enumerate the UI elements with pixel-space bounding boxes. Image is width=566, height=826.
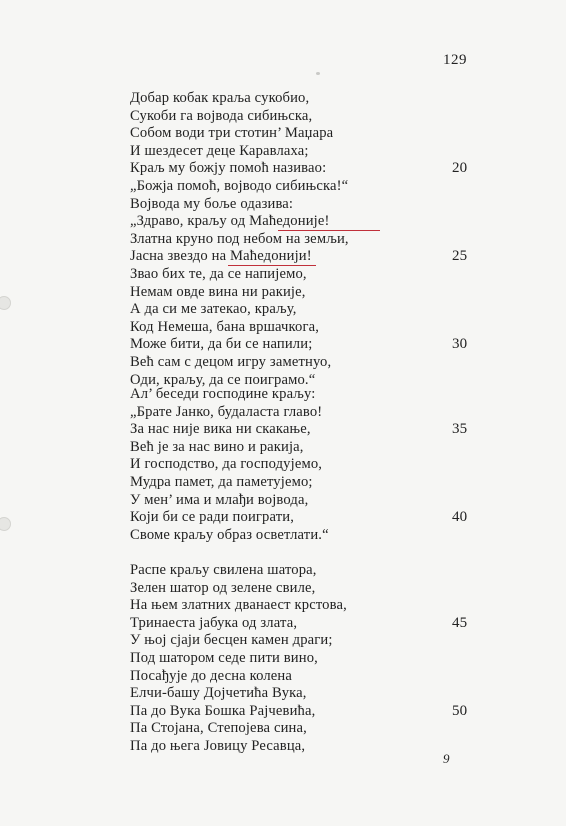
verse-line: [130, 301, 470, 319]
verse-text: Златна круно под небом на земљи,: [130, 230, 349, 247]
verse-text: За нас није вика ни скакање,: [130, 421, 311, 438]
verse-line: [130, 248, 470, 266]
verse-line: [130, 319, 470, 337]
verse-text: Може бити, да би се напили;: [130, 336, 313, 353]
verse-text: Посађује до десна колена: [130, 667, 293, 684]
verse-line: [130, 720, 470, 738]
verse-line: [130, 474, 470, 492]
verse-text: У њој сјаји бесцен камен драги;: [130, 632, 333, 649]
verse-text: И шездесет деце Каравлаха;: [130, 142, 309, 159]
verse-text: Војвода му боље одазива:: [130, 195, 294, 212]
verse-text: У мен’ има и млађи војвода,: [130, 491, 309, 508]
verse-text: Већ је за нас вино и ракија,: [130, 438, 304, 455]
verse-line: [130, 492, 470, 510]
verse-text: Краљ му божју помоћ називао:: [130, 160, 327, 177]
verse-text: „Здраво, краљу од Маћедоније!: [130, 213, 330, 230]
verse-text: Па до њега Јовицу Ресавца,: [130, 737, 306, 754]
verse-line: [130, 685, 470, 703]
verse-text: Собом води три стотин’ Маџара: [130, 125, 334, 142]
verse-line: [130, 668, 470, 686]
verse-text: Код Немеша, бана вршачкога,: [130, 318, 320, 335]
verse-line: [130, 336, 470, 354]
verse-line: [130, 90, 470, 108]
verse-line: [130, 213, 470, 231]
verse-text: Под шатором седе пити вино,: [130, 649, 318, 666]
verse-text: Зелен шатор од зелене свиле,: [130, 579, 316, 596]
verse-line: [130, 527, 470, 545]
verse-line: [130, 404, 470, 422]
binder-hole: [0, 296, 11, 310]
verse-text: „Брате Јанко, будаласта главо!: [130, 403, 323, 420]
verse-line: [130, 439, 470, 457]
verse-text: Мудра памет, да паметујемо;: [130, 473, 313, 490]
verse-text: Оди, краљу, да се поиграмо.“: [130, 371, 316, 388]
verse-text: И господство, да господујемо,: [130, 456, 323, 473]
verse-text: Тринаеста јабука од злата,: [130, 614, 298, 631]
verse-line: [130, 562, 470, 580]
line-number: 25: [452, 248, 468, 265]
binder-hole: [0, 517, 11, 531]
verse-text: Јасна звездо на Маћедонији!: [130, 248, 312, 265]
verse-text: Немам овде вина ни ракије,: [130, 283, 306, 300]
paper-speck: [316, 72, 320, 75]
verse-text: Па Стојана, Степојева сина,: [130, 720, 307, 737]
verse-line: [130, 125, 470, 143]
verse-text: Звао бих те, да се напијемо,: [130, 265, 307, 282]
verse-line: [130, 703, 470, 721]
verse-line: [130, 143, 470, 161]
line-number: 20: [452, 160, 468, 177]
verse-line: [130, 354, 470, 372]
verse-line: [130, 615, 470, 633]
verse-line: [130, 597, 470, 615]
verse-line: [130, 231, 470, 249]
verse-text: Па до Вука Бошка Рајчевића,: [130, 702, 316, 719]
verse-line: [130, 509, 470, 527]
line-number: 35: [452, 421, 468, 438]
verse-text: „Божја помоћ, војводо сибињска!“: [130, 177, 349, 194]
verse-line: [130, 284, 470, 302]
verse-text: Добар кобак краља сукобио,: [130, 90, 310, 106]
verse-text: Већ сам с децом игру заметнуо,: [130, 353, 332, 370]
verse-line: [130, 738, 470, 756]
page-number: 129: [443, 52, 467, 68]
verse-line: [130, 108, 470, 126]
line-number: 30: [452, 336, 468, 353]
verse-line: [130, 178, 470, 196]
verse-line: [130, 421, 470, 439]
verse-text: Своме краљу образ осветлати.“: [130, 526, 329, 543]
verse-line: [130, 386, 470, 404]
verse-text: Распе краљу свилена шатора,: [130, 562, 317, 578]
line-number: 50: [452, 702, 468, 719]
stanza-2: [130, 386, 470, 544]
line-number: 45: [452, 614, 468, 631]
verse-text: А да си ме затекао, краљу,: [130, 301, 297, 318]
line-number: 40: [452, 509, 468, 526]
verse-line: [130, 580, 470, 598]
verse-line: [130, 632, 470, 650]
verse-text: Ал’ беседи господине краљу:: [130, 386, 316, 402]
verse-text: На њем златних дванаест крстова,: [130, 597, 347, 614]
verse-line: [130, 196, 470, 214]
stanza-3: [130, 562, 470, 756]
verse-text: Који би се ради поиграти,: [130, 509, 295, 526]
signature-mark: 9: [443, 751, 450, 766]
verse-line: [130, 650, 470, 668]
stanza-1: [130, 90, 470, 389]
verse-line: [130, 266, 470, 284]
verse-text: Елчи-башу Дојчетића Вука,: [130, 685, 307, 702]
verse-text: Сукоби га војвода сибињска,: [130, 107, 313, 124]
verse-line: [130, 160, 470, 178]
verse-line: [130, 456, 470, 474]
